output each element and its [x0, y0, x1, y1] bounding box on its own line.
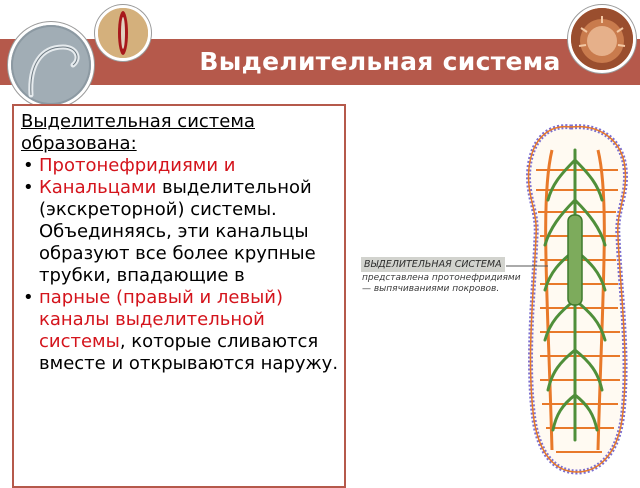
item-text: , которые сливаются вместе и открываются наружу.	[39, 331, 339, 374]
lead-text: Выделительная система образована:	[21, 111, 255, 154]
red-term: парные (правый и левый) каналы выделительной системы	[39, 287, 284, 352]
caption-title: ВЫДЕЛИТЕЛЬНАЯ СИСТЕМА	[361, 257, 505, 272]
nematode-photo	[8, 22, 94, 108]
caption-text: представлена протонефридиями — выпячиваниями покровов.	[362, 273, 521, 294]
text-panel	[12, 104, 346, 488]
list-item	[21, 177, 343, 287]
list-item: • Протонефридиями и	[21, 155, 343, 177]
page-title: Выделительная система	[199, 47, 561, 76]
polyp-photo	[568, 5, 636, 73]
item-text: выделительной (экскреторной) системы. Объединяясь, эти канальцы образуют все более крупные трубки, впадающие в	[39, 177, 316, 286]
list-item	[21, 287, 343, 375]
red-term: Канальцами	[39, 177, 157, 198]
wound-photo	[95, 5, 151, 61]
flatworm-illustration	[350, 118, 640, 480]
text-content	[21, 111, 343, 375]
bullet-list	[21, 155, 343, 375]
